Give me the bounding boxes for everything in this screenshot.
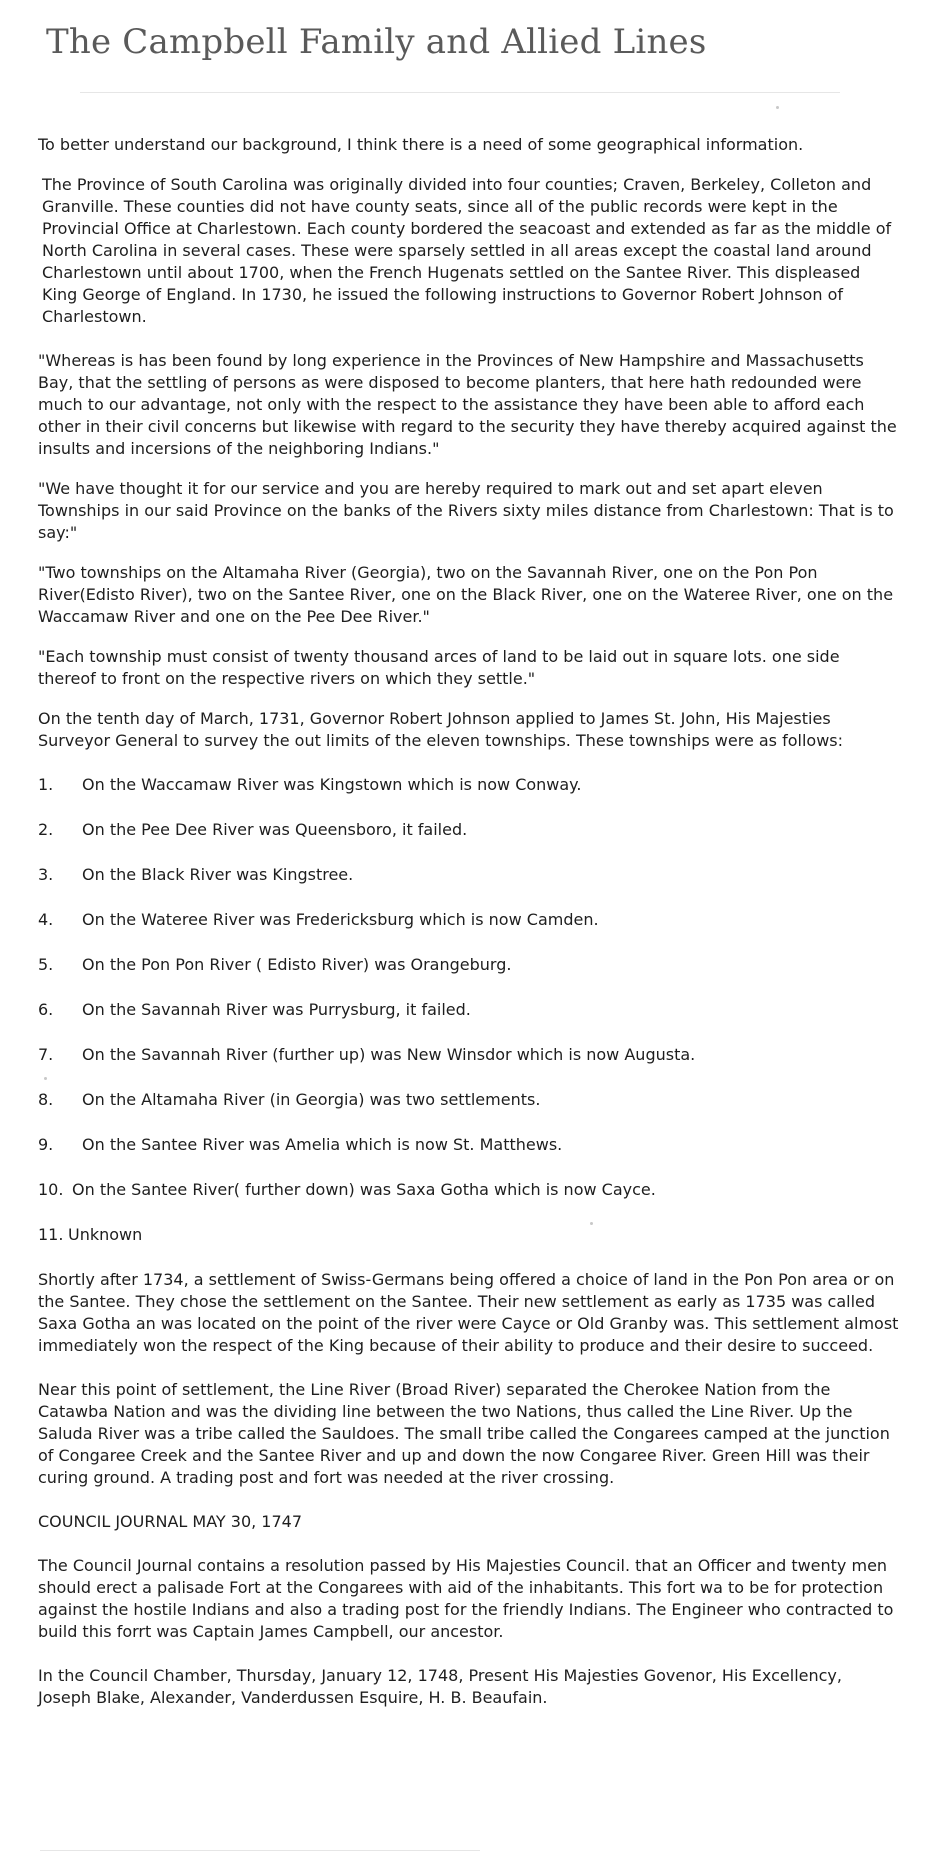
list-item: [38, 999, 900, 1021]
settlement-paragraph: Shortly after 1734, a settlement of Swiss-Germans being offered a choice of land in the Pon Pon area or on the Santee. They chose the settlement on the Santee. Their new settlement as early as 1735 was called Saxa Gotha an was located on the point of the river were Cayce or Old Granby was. This settlement almost immediately won the respect of the King because of their ability to produce and their desire to succeed.: [38, 1270, 899, 1355]
scan-artifact-line: [40, 1850, 480, 1851]
list-item: [38, 1044, 900, 1066]
intro-paragraph: To better understand our background, I think there is a need of some geographical information.: [38, 135, 804, 154]
instructions-quote-1: "Whereas is has been found by long experience in the Provinces of New Hampshire and Massachusetts Bay, that the settling of persons as were disposed to become planters, that here hath redounded were much to our advantage, not only with the respect to the assistance they have been able to afford each other in their civil concerns but likewise with regard to the security they have thereby acquired against the insults and incersions of the neighboring Indians.": [38, 351, 897, 458]
list-item-text: On the Savannah River was Purrysburg, it failed.: [82, 1000, 471, 1019]
instructions-quote-3: "Two townships on the Altamaha River (Georgia), two on the Savannah River, one on the Pon Pon River(Edisto River), two on the Santee River, one on the Black River, one on the Wateree River, one on the Waccamaw River and one on the Pee Dee River.": [38, 563, 894, 626]
list-item-number: 10.: [38, 1180, 64, 1199]
scan-speck: [776, 106, 779, 109]
list-item: [38, 1134, 900, 1156]
list-item-text: Unknown: [68, 1225, 143, 1244]
list-item-text: On the Black River was Kingstree.: [82, 865, 354, 884]
list-item: [38, 864, 900, 886]
scan-artifact-line: [80, 92, 840, 93]
list-item: [38, 954, 900, 976]
list-item-number: 1.: [38, 775, 54, 794]
list-item-number: 11.: [38, 1225, 64, 1244]
list-item-number: 8.: [38, 1090, 54, 1109]
list-item-number: 9.: [38, 1135, 54, 1154]
list-item-number: 6.: [38, 1000, 54, 1019]
list-item: [38, 1089, 900, 1111]
list-item: [38, 909, 900, 931]
instructions-quote-4: "Each township must consist of twenty thousand arces of land to be laid out in square lots. one side thereof to front on the respective rivers on which they settle.": [38, 647, 840, 688]
scan-speck: [44, 1077, 47, 1080]
list-item-text: On the Pee Dee River was Queensboro, it failed.: [82, 820, 468, 839]
journal-heading: COUNCIL JOURNAL MAY 30, 1747: [38, 1512, 303, 1531]
document-title: The Campbell Family and Allied Lines: [46, 22, 707, 62]
scan-speck: [590, 1222, 593, 1225]
list-item-number: 7.: [38, 1045, 54, 1064]
list-item: [38, 1179, 900, 1201]
journal-paragraph: The Council Journal contains a resolution passed by His Majesties Council. that an Officer and twenty men should erect a palisade Fort at the Congarees with aid of the inhabitants. This fort wa to be for protection against the hostile Indians and also a trading post for the friendly Indians. The Engineer who contracted to build this forrt was Captain James Campbell, our ancestor.: [38, 1556, 894, 1641]
list-item-text: On the Santee River was Amelia which is now St. Matthews.: [82, 1135, 563, 1154]
list-item: [38, 819, 900, 841]
list-item-text: On the Waccamaw River was Kingstown which is now Conway.: [82, 775, 582, 794]
province-paragraph: The Province of South Carolina was originally divided into four counties; Craven, Berkeley, Colleton and Granville. These counties did not have county seats, since all of the public records were kept in the Provincial Office at Charlestown. Each county bordered the seacoast and extended as far as the middle of North Carolina in several cases. These were sparsely settled in all areas except the coastal land around Charlestown until about 1700, when the French Hugenats settled on the Santee River. This displeased King George of England. In 1730, he issued the following instructions to Governor Robert Johnson of Charlestown.: [42, 175, 892, 326]
council-chamber-paragraph: In the Council Chamber, Thursday, January 12, 1748, Present His Majesties Govenor, His Excellency, Joseph Blake, Alexander, Vanderdussen Esquire, H. B. Beaufain.: [38, 1666, 842, 1707]
instructions-quote-2: "We have thought it for our service and you are hereby required to mark out and set apart eleven Townships in our said Province on the banks of the Rivers sixty miles distance from Charlestown: That is to say:": [38, 479, 894, 542]
survey-paragraph: On the tenth day of March, 1731, Governor Robert Johnson applied to James St. John, His Majesties Surveyor General to survey the out limits of the eleven townships. These townships were as follows:: [38, 709, 844, 750]
list-item-number: 5.: [38, 955, 54, 974]
list-item: [38, 774, 900, 796]
list-item-text: On the Wateree River was Fredericksburg which is now Camden.: [82, 910, 599, 929]
list-item-text: On the Pon Pon River ( Edisto River) was Orangeburg.: [82, 955, 512, 974]
list-item-number: 4.: [38, 910, 54, 929]
list-item-number: 3.: [38, 865, 54, 884]
list-item-text: On the Altamaha River (in Georgia) was two settlements.: [82, 1090, 541, 1109]
townships-list: [38, 774, 900, 1246]
list-item-text: On the Santee River( further down) was Saxa Gotha which is now Cayce.: [72, 1180, 656, 1199]
line-river-paragraph: Near this point of settlement, the Line River (Broad River) separated the Cherokee Nation from the Catawba Nation and was the dividing line between the two Nations, thus called the Line River. Up the Saluda River was a tribe called the Sauldoes. The small tribe called the Congarees camped at the junction of Congaree Creek and the Santee River and up and down the now Congaree River. Green Hill was their curing ground. A trading post and fort was needed at the river crossing.: [38, 1380, 890, 1487]
list-item-number: 2.: [38, 820, 54, 839]
list-item: [38, 1224, 900, 1246]
list-item-text: On the Savannah River (further up) was New Winsdor which is now Augusta.: [82, 1045, 696, 1064]
